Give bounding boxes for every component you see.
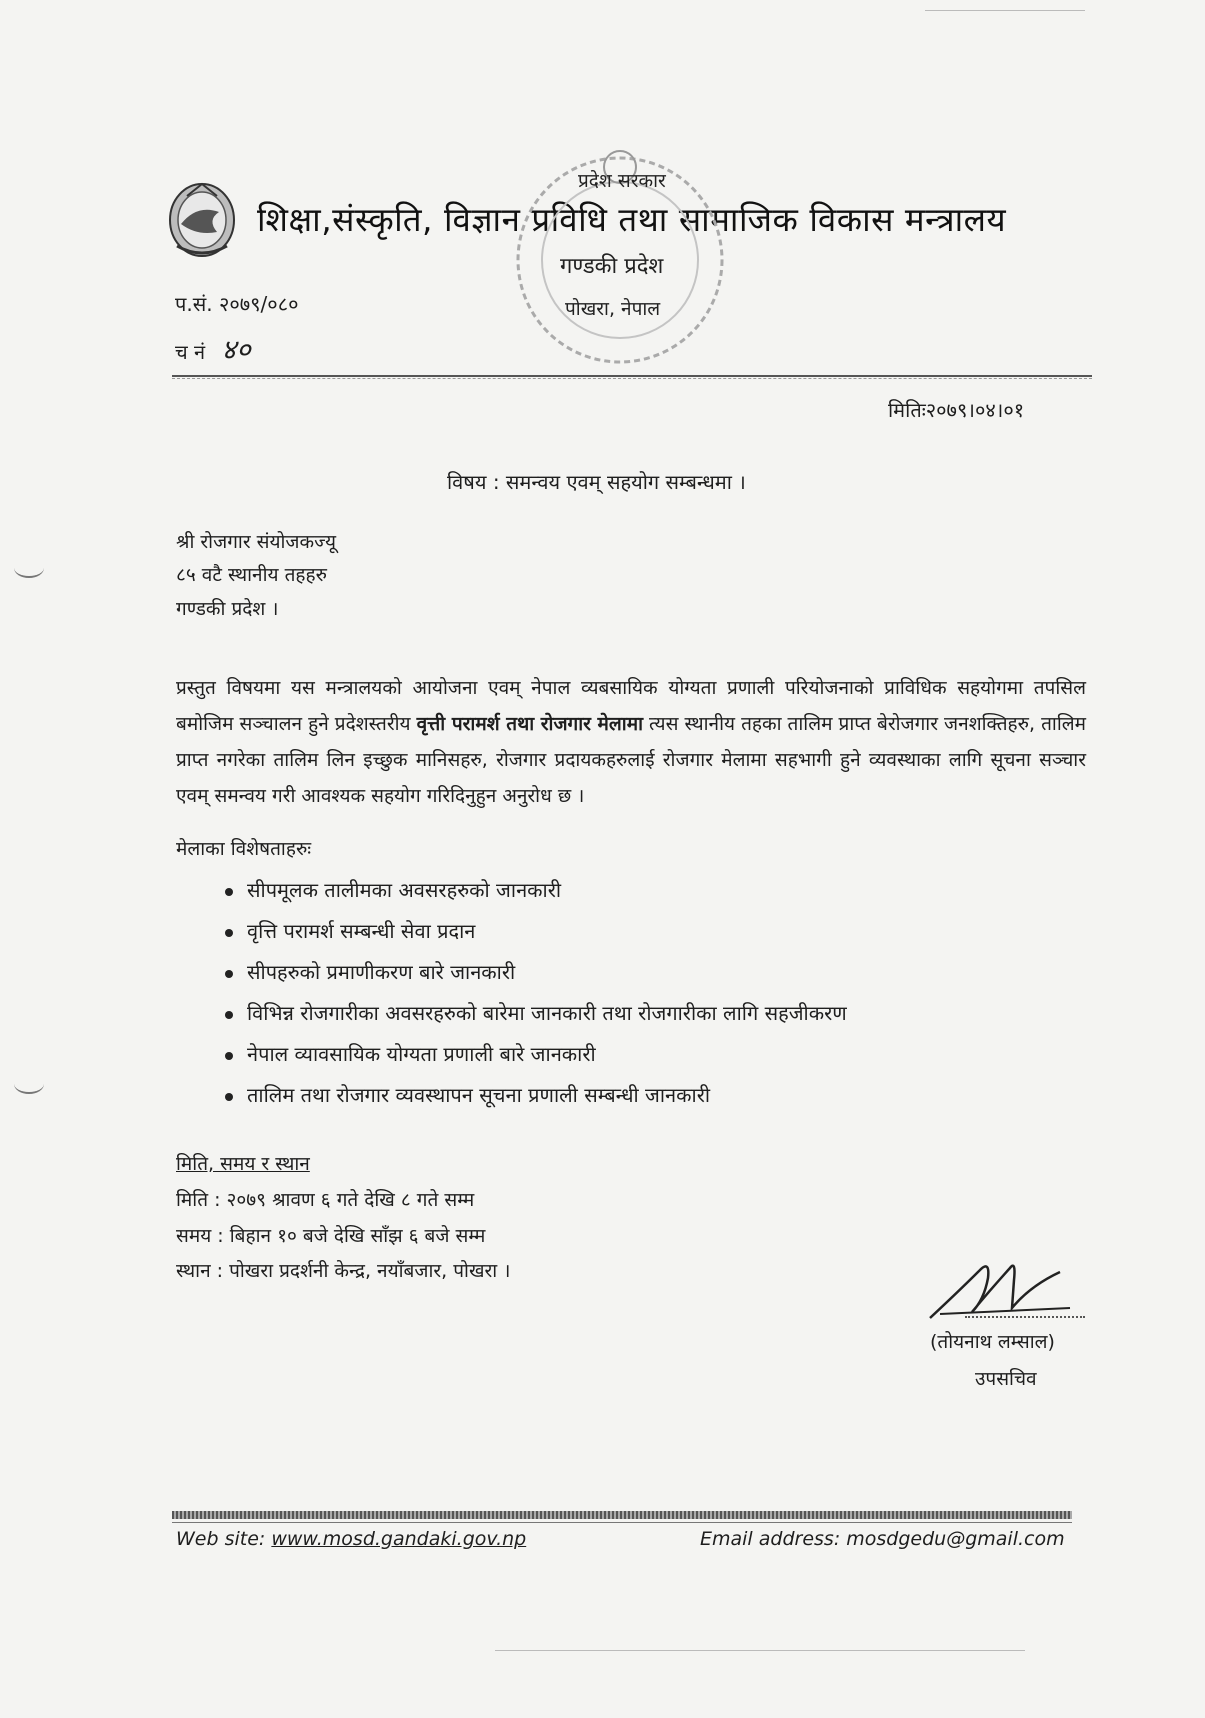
body-text: त्यस स्थानीय तहका तालिम प्राप्त बेरोजगार जनशक्तिहरु, तालिम प्राप्त नगरेका तालिम लिन इच्छुक मानिसहरु, रोजगार प्रदायकहरुलाई रोजगार मेलामा सहभागी हुने व्यवस्थाका लागि सूचना सञ्चार एवम् समन्वय गरी आवश्यक सहयोग गरिदिनुहुन अनुरोध छ । <box>176 713 1086 807</box>
stamp-text: प्रदेश सरकार <box>578 170 666 192</box>
list-item <box>225 911 847 952</box>
list-item-text: वृत्ति परामर्श सम्बन्धी सेवा प्रदान <box>247 919 476 943</box>
features-list <box>225 870 847 1116</box>
list-item <box>225 1075 847 1116</box>
schedule-title: मिति, समय र स्थान <box>176 1153 310 1175</box>
bullet-icon <box>225 1052 233 1060</box>
punch-hole-mark <box>14 1074 44 1094</box>
addressee-line: ८५ वटै स्थानीय तहहरु <box>176 564 327 586</box>
footer-website <box>176 1528 526 1550</box>
chalani-number <box>175 330 251 368</box>
list-item <box>225 1034 847 1075</box>
list-item-text: नेपाल व्यावसायिक योग्यता प्रणाली बारे जानकारी <box>247 1042 596 1066</box>
scan-artifact-line <box>925 10 1085 11</box>
header-divider <box>172 375 1092 377</box>
list-item-text: सीपमूलक तालीमका अवसरहरुको जानकारी <box>247 878 562 902</box>
footer-email <box>700 1528 1065 1550</box>
list-item <box>225 952 847 993</box>
addressee-line: गण्डकी प्रदेश । <box>176 598 279 620</box>
reference-fiscal-year: प.सं. २०७९/०८० <box>175 292 299 316</box>
schedule-place: स्थान : पोखरा प्रदर्शनी केन्द्र, नयाँबजार, पोखरा । <box>176 1260 511 1282</box>
nepal-emblem-logo <box>167 176 237 260</box>
handwritten-signature <box>920 1250 1085 1330</box>
letter-body <box>176 670 1086 814</box>
bullet-icon <box>225 888 233 896</box>
email-address[interactable]: mosdgedu@gmail.com <box>846 1528 1065 1550</box>
scan-artifact-line <box>495 1650 1025 1651</box>
footer-divider-thin <box>172 1522 1072 1523</box>
schedule-time: समय : बिहान १० बजे देखि साँझ ६ बजे सम्म <box>176 1225 486 1247</box>
bullet-icon <box>225 1011 233 1019</box>
bullet-icon <box>225 929 233 937</box>
bullet-icon <box>225 1093 233 1101</box>
punch-hole-mark <box>14 558 44 578</box>
stamp-province: गण्डकी प्रदेश <box>560 254 664 279</box>
list-item <box>225 993 847 1034</box>
bullet-icon <box>225 970 233 978</box>
header-divider-dashed <box>172 378 1092 379</box>
website-link[interactable]: www.mosd.gandaki.gov.np <box>271 1528 527 1550</box>
signer-name: (तोयनाथ लम्साल) <box>930 1331 1055 1353</box>
office-stamp <box>500 145 740 375</box>
chalani-label: च नं <box>175 340 206 364</box>
chalani-value: ४० <box>221 333 251 366</box>
letter-date: मितिः२०७९।०४।०१ <box>888 398 1025 422</box>
signature-dotted-line <box>965 1316 1085 1318</box>
footer-divider <box>172 1511 1072 1519</box>
email-label: Email address: <box>700 1528 841 1550</box>
list-item-text: तालिम तथा रोजगार व्यवस्थापन सूचना प्रणाली सम्बन्धी जानकारी <box>247 1083 711 1107</box>
body-text: प्रस्तुत विषयमा यस मन्त्रालयको आयोजना एवम् नेपाल व्यबसायिक योग्यता प्रणाली परियोजनाको प्राविधिक सहयोगमा तपसिल बमोजिम सञ्चालन हुने प्रदेशस्तरीय <box>176 677 1086 735</box>
stamp-city: पोखरा, नेपाल <box>565 298 661 320</box>
body-bold-text: वृत्ती परामर्श तथा रोजगार मेलामा <box>416 713 643 735</box>
ministry-title: शिक्षा,संस्कृति, विज्ञान प्रविधि तथा सामाजिक विकास मन्त्रालय <box>257 200 1007 239</box>
features-title: मेलाका विशेषताहरुः <box>176 838 312 860</box>
signer-title: उपसचिव <box>975 1368 1037 1390</box>
addressee-line: श्री रोजगार संयोजकज्यू <box>176 531 336 553</box>
list-item-text: विभिन्न रोजगारीका अवसरहरुको बारेमा जानकारी तथा रोजगारीका लागि सहजीकरण <box>247 1001 847 1025</box>
list-item-text: सीपहरुको प्रमाणीकरण बारे जानकारी <box>247 960 516 984</box>
schedule-date: मिति : २०७९ श्रावण ६ गते देखि ८ गते सम्म <box>176 1189 475 1211</box>
list-item <box>225 870 847 911</box>
website-label: Web site: <box>176 1528 266 1550</box>
letter-subject: विषय : समन्वय एवम् सहयोग सम्बन्धमा । <box>447 470 746 494</box>
